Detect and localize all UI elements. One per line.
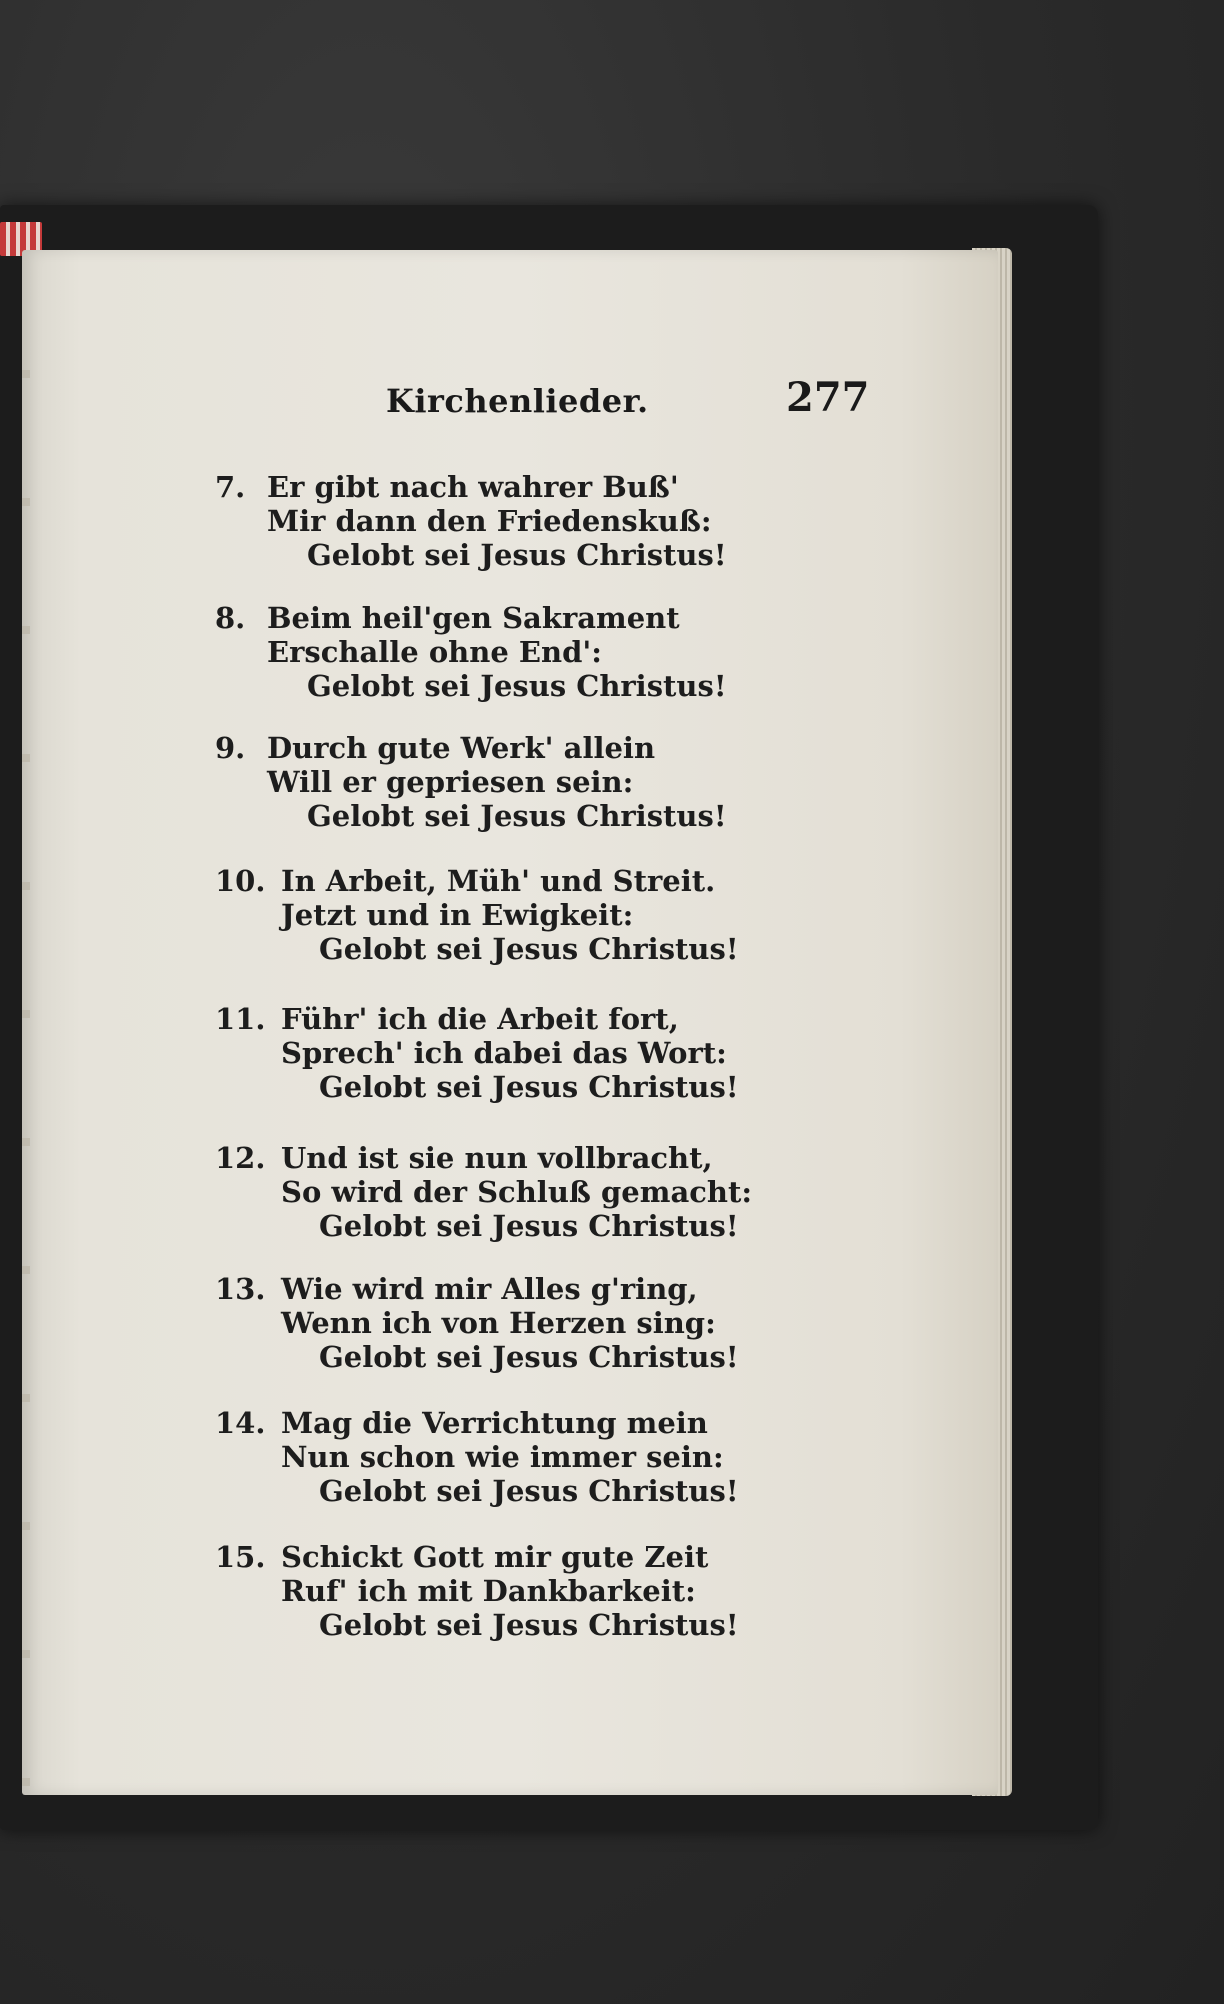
stanza-line: In Arbeit, Müh' und Streit. (281, 864, 716, 898)
stanza-line: Erschalle ohne End': (267, 635, 602, 669)
stanza-number: 11. (215, 1002, 266, 1036)
stanza-refrain: Gelobt sei Jesus Christus! (319, 932, 739, 966)
stanza-line: Führ' ich die Arbeit fort, (281, 1002, 679, 1036)
stanza-number: 9. (215, 731, 246, 765)
stanza-line: Wenn ich von Herzen sing: (281, 1306, 716, 1340)
stanza-11 (215, 1002, 775, 1104)
stanza-14 (215, 1406, 775, 1508)
stanza-line: Mir dann den Friedenskuß: (267, 504, 712, 538)
stanza-refrain: Gelobt sei Jesus Christus! (307, 669, 727, 703)
stanza-13 (215, 1272, 775, 1374)
stanza-line: Beim heil'gen Sakrament (267, 601, 680, 635)
running-title: Kirchenlieder. (386, 382, 649, 420)
stanza-refrain: Gelobt sei Jesus Christus! (307, 799, 727, 833)
stanza-line: So wird der Schluß gemacht: (281, 1175, 753, 1209)
stanza-number: 15. (215, 1540, 266, 1574)
stanza-refrain: Gelobt sei Jesus Christus! (319, 1209, 739, 1243)
stanza-refrain: Gelobt sei Jesus Christus! (307, 538, 727, 572)
stanza-line: Durch gute Werk' allein (267, 731, 656, 765)
stanza-number: 7. (215, 470, 246, 504)
stanza-line: Wie wird mir Alles g'ring, (281, 1272, 698, 1306)
stanza-line: Schickt Gott mir gute Zeit (281, 1540, 709, 1574)
stanza-line: Er gibt nach wahrer Buß' (267, 470, 679, 504)
stanza-line: Nun schon wie immer sein: (281, 1440, 724, 1474)
stanza-15 (215, 1540, 775, 1642)
stanza-number: 14. (215, 1406, 266, 1440)
stanza-refrain: Gelobt sei Jesus Christus! (319, 1608, 739, 1642)
stanza-12 (215, 1141, 775, 1243)
stanza-refrain: Gelobt sei Jesus Christus! (319, 1340, 739, 1374)
stanza-refrain: Gelobt sei Jesus Christus! (319, 1070, 739, 1104)
stanza-10 (215, 864, 775, 966)
stanza-8 (215, 601, 775, 703)
stanza-line: Jetzt und in Ewigkeit: (281, 898, 634, 932)
stanza-9 (215, 731, 775, 833)
page-number: 277 (786, 374, 870, 421)
stanza-line: Ruf' ich mit Dankbarkeit: (281, 1574, 696, 1608)
stanza-7 (215, 470, 775, 572)
stanza-line: Mag die Verrichtung mein (281, 1406, 708, 1440)
stanza-refrain: Gelobt sei Jesus Christus! (319, 1474, 739, 1508)
stanza-number: 10. (215, 864, 266, 898)
binding-stitches (22, 250, 30, 1795)
stanza-number: 8. (215, 601, 246, 635)
stanza-line: Sprech' ich dabei das Wort: (281, 1036, 727, 1070)
stanza-number: 12. (215, 1141, 266, 1175)
page-header (0, 374, 1224, 432)
stanza-line: Will er gepriesen sein: (267, 765, 634, 799)
stanza-line: Und ist sie nun vollbracht, (281, 1141, 713, 1175)
stanza-number: 13. (215, 1272, 266, 1306)
